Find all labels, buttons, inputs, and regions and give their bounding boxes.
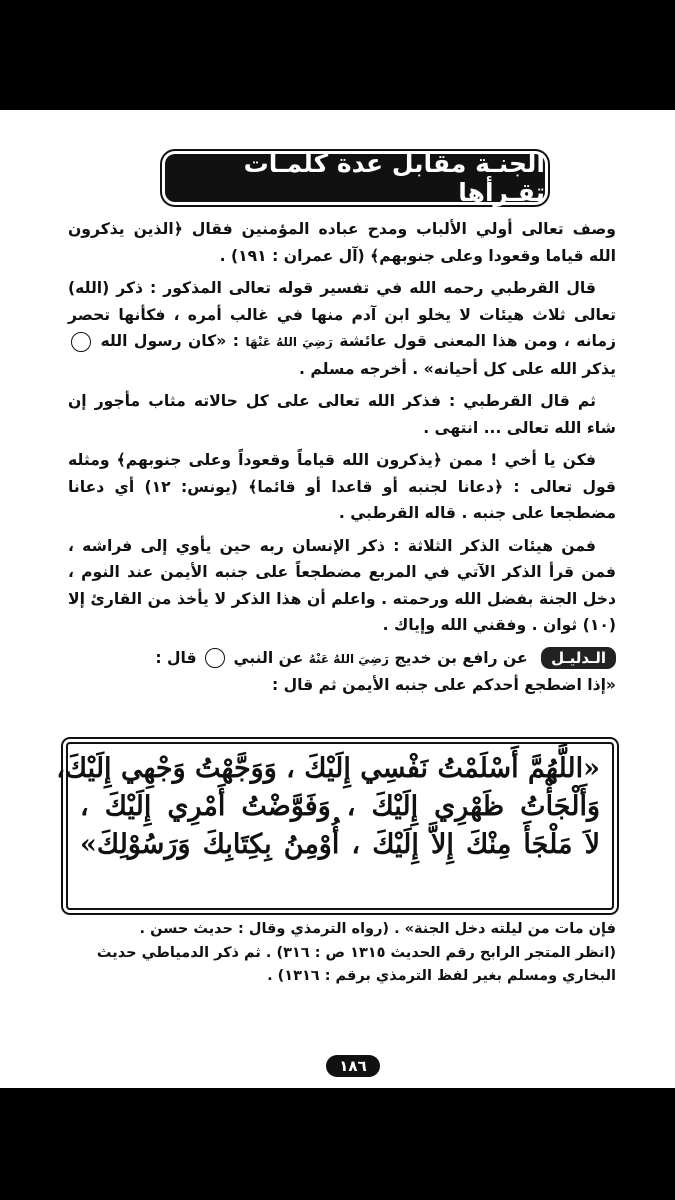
paragraph-6: الـدليـل عن رافع بن خديج رَضِيَ اللهُ عَنْهُ عن النبي قال : <box>68 645 616 673</box>
paragraph-2: قال القرطبي رحمه الله في تفسير قوله تعالى المذكور : ذكر (الله) تعالى ثلاث هيئات لا يخلو ابن آدم منها في غالب أمره ، فكأنها تحصر زمانه ، ومن هذا المعنى قول عائشة رَضِيَ اللهُ عَنْهَا : «كان رسول الله يذكر الله على كل أحيانه» . أخرجه مسلم . <box>68 279 616 378</box>
footnote-line-1: فإن مات من ليلته دخل الجنة» . (رواه الترمذي وقال : حديث حسن . <box>139 921 616 937</box>
footnote-line-2: (انظر المتجر الرابح رقم الحديث ١٣١٥ ص : ٣١٦) . ثم ذكر الدمياطي حديث <box>96 944 616 961</box>
evidence-label: الـدليـل <box>541 647 616 669</box>
supplication-line-2: وَأَلْجَأْتُ ظَهْرِي إِلَيْكَ ، وَفَوَّضْتُ أَمْرِي إِلَيْكَ ، <box>80 791 600 822</box>
page-number: ١٨٦ <box>326 1055 380 1077</box>
body-text <box>68 216 616 699</box>
paragraph-1: وصف تعالى أولي الألباب ومدح عباده المؤمنين فقال ﴿الذين يذكرون الله قياما وقعودا وعلى جنوبهم﴾ (آل عمران : ١٩١) . <box>68 220 616 265</box>
honorific-aisha: رَضِيَ اللهُ عَنْهَا <box>245 335 333 349</box>
page-title: الجنـة مقابل عدة كلمـات تقـرأها <box>165 154 545 202</box>
book-page <box>0 110 675 1088</box>
paragraph-3: ثم قال القرطبي : فذكر الله تعالى على كل حالاته مثاب مأجور إن شاء الله تعالى ... انتهى . <box>68 392 616 437</box>
footnote-line-3: البخاري ومسلم بغير لفظ الترمذي برقم : ١٣١٦) . <box>267 968 616 984</box>
paragraph-5: فمن هيئات الذكر الثلاثة : ذكر الإنسان ربه حين يأوي إلى فراشه ، فمن قرأ الذكر الآتي في المربع مضطجعاً على جنبه الأيمن عند النوم ، دخل الجنة بفضل الله ورحمته . واعلم أن هذا الذكر لا يأخذ من القارئ إلا (١٠) ثوان . وفقني الله وإياك . <box>68 536 616 634</box>
peace-be-upon-him-seal-icon <box>71 332 91 352</box>
footnote-text <box>68 918 616 989</box>
paragraph-6-cont: «إذا اضطجع أحدكم على جنبه الأيمن ثم قال : <box>271 676 616 694</box>
supplication-box <box>56 742 614 910</box>
peace-be-upon-him-seal-icon <box>205 648 225 668</box>
honorific-rafi: رَضِيَ اللهُ عَنْهُ <box>308 651 389 666</box>
supplication-line-3: لاَ مَلْجَأَ مِنْكَ إِلاَّ إِلَيْكَ ، أُوْمِنُ بِكِتَابِكَ وَرَسُوْلِكَ» <box>80 829 600 860</box>
paragraph-4: فكن يا أخي ! ممن ﴿يذكرون الله قياماً وقعوداً وعلى جنوبهم﴾ ومثله قول تعالى : ﴿دعانا لجنبه أو قاعدا أو قائما﴾ (يونس: ١٢) أي دعانا مضطجعا على جنبه . قاله القرطبي . <box>68 451 616 522</box>
supplication-line-1: «اللَّهُمَّ أَسْلَمْتُ نَفْسِي إِلَيْكَ ، وَوَجَّهْتُ وَجْهِي إِلَيْكَ، <box>56 753 600 784</box>
